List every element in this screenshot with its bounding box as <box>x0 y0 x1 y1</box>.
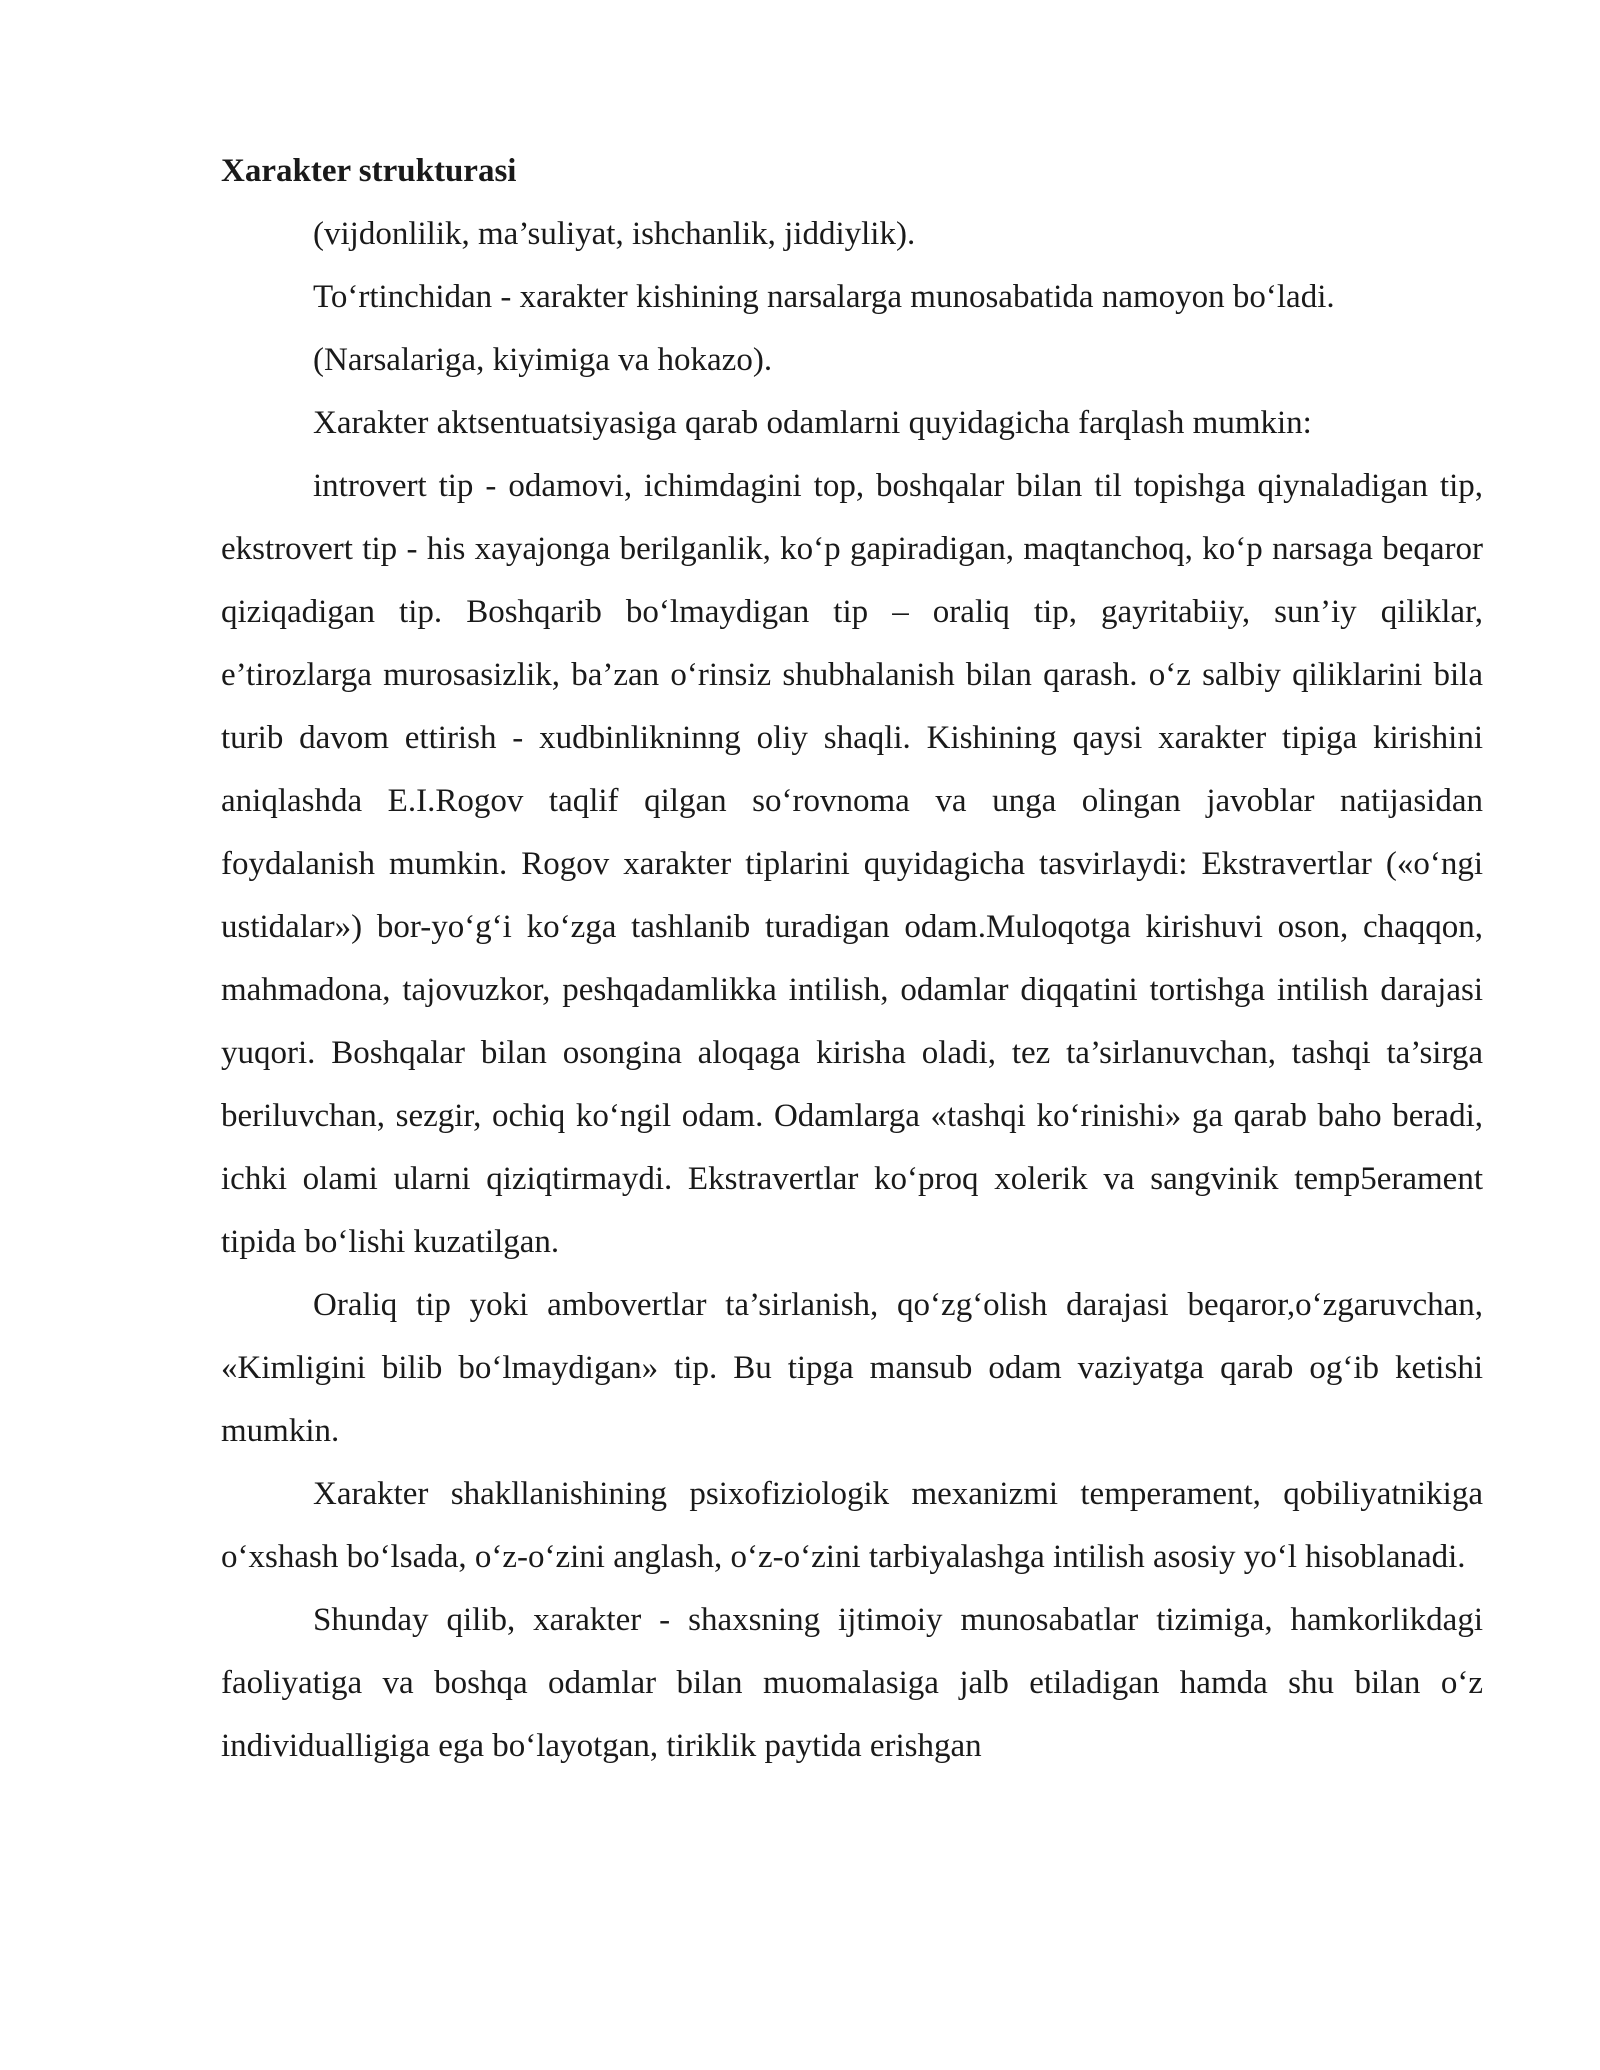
paragraph-1: (vijdonlilik, ma’suliyat, ishchanlik, jiddiylik). <box>313 216 916 252</box>
paragraph-6: Oraliq tip yoki ambovertlar ta’sirlanish, qo‘zg‘olish darajasi beqaror,o‘zgaruvchan, «Kimligini bilib bo‘lmaydigan» tip. Bu tipga mansub odam vaziyatga qarab og‘ib ketishi mumkin. <box>221 1287 1483 1449</box>
document-page <box>221 140 1483 1778</box>
paragraph-5: introvert tip - odamovi, ichimdagini top, boshqalar bilan til topishga qiynaladigan tip, ekstrovert tip - his xayajonga berilganlik, ko‘p gapiradigan, maqtanchoq, ko‘p narsaga beqaror qiziqadigan tip. Boshqarib bo‘lmaydigan tip – oraliq tip, gayritabiiy, sun’iy qiliklar, e’tirozlarga murosasizlik, ba’zan o‘rinsiz shubhalanish bilan qarash. o‘z salbiy qiliklarini bila turib davom ettirish - xudbinlikninng oliy shaqli. Kishining qaysi xarakter tipiga kirishini aniqlashda E.I.Rogov taqlif qilgan so‘rovnoma va unga olingan javoblar natijasidan foydalanish mumkin. Rogov xarakter tiplarini quyidagicha tasvirlaydi: Ekstravertlar («o‘ngi ustidalar») bor-yo‘g‘i ko‘zga tashlanib turadigan odam.Muloqotga kirishuvi oson, chaqqon, mahmadona, tajovuzkor, peshqadamlikka intilish, odamlar diqqatini tortishga intilish darajasi yuqori. Boshqalar bilan osongina aloqaga kirisha oladi, tez ta’sirlanuvchan, tashqi ta’sirga beriluvchan, sezgir, ochiq ko‘ngil odam. Odamlarga «tashqi ko‘rinishi» ga qarab baho beradi, ichki olami ularni qiziqtirmaydi. Ekstravertlar ko‘proq xolerik va sangvinik temp5erament tipida bo‘lishi kuzatilgan. <box>221 468 1483 1260</box>
paragraph-7: Xarakter shakllanishining psixofiziologik mexanizmi temperament, qobiliyatnikiga o‘xshash bo‘lsada, o‘z-o‘zini anglash, o‘z-o‘zini tarbiyalashga intilish asosiy yo‘l hisoblanadi. <box>221 1476 1483 1575</box>
section-heading: Xarakter strukturasi <box>221 153 517 189</box>
paragraph-3: (Narsalariga, kiyimiga va hokazo). <box>313 342 773 378</box>
paragraph-8: Shunday qilib, xarakter - shaxsning ijtimoiy munosabatlar tizimiga, hamkorlikdagi faoliyatiga va boshqa odamlar bilan muomalasiga jalb etiladigan hamda shu bilan o‘z individualligiga ega bo‘layotgan, tiriklik paytida erishgan <box>221 1602 1483 1764</box>
paragraph-2: To‘rtinchidan - xarakter kishining narsalarga munosabatida namoyon bo‘ladi. <box>313 279 1335 315</box>
paragraph-4: Xarakter aktsentuatsiyasiga qarab odamlarni quyidagicha farqlash mumkin: <box>313 405 1312 441</box>
